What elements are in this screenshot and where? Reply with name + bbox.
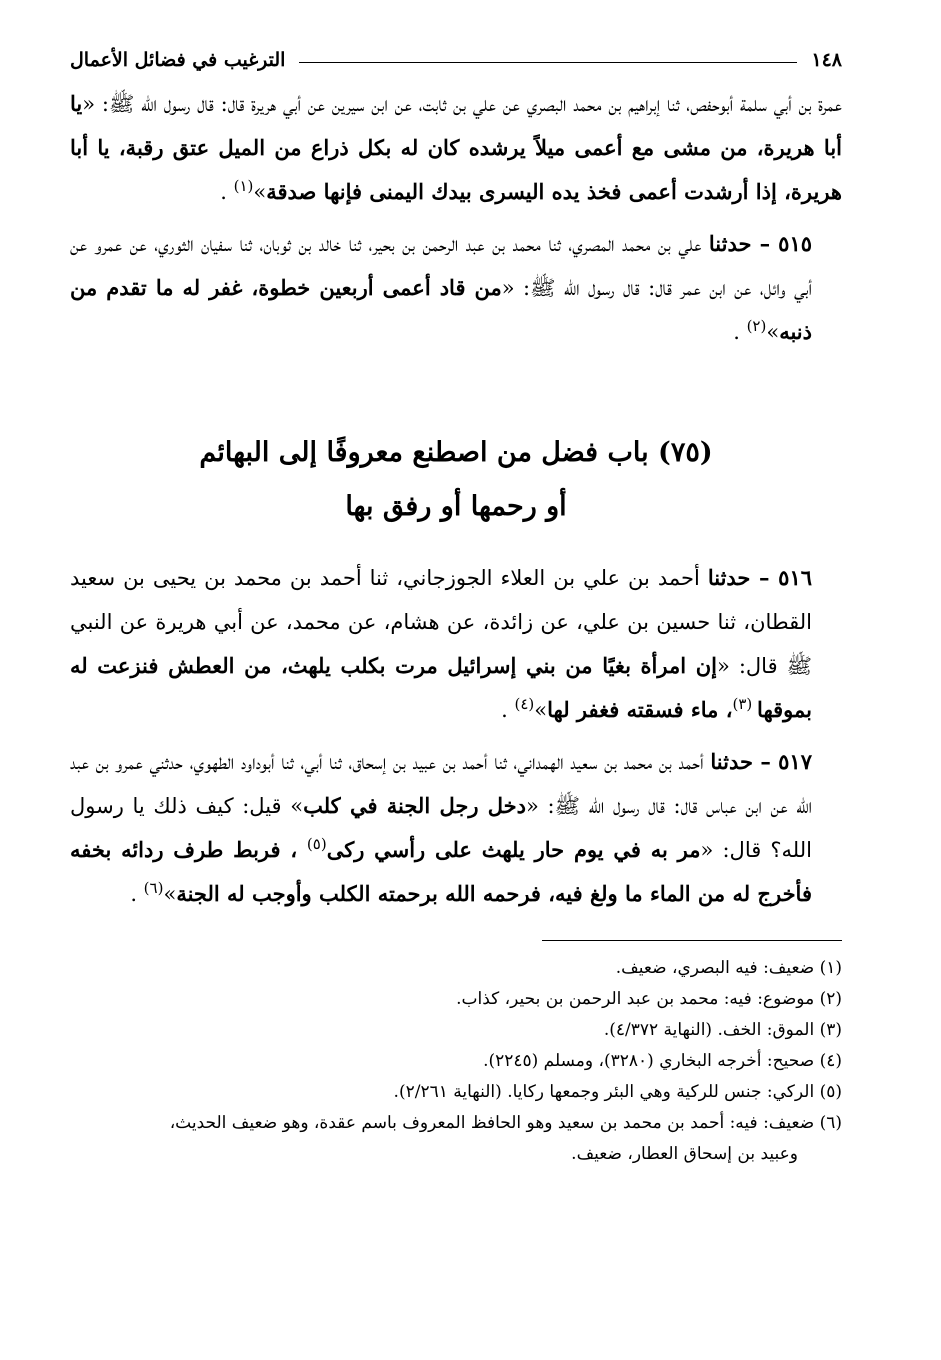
matn-text: ، ماء فسقته فغفر لها — [547, 697, 733, 722]
footnote-ref: (٢) — [746, 317, 767, 335]
footnote-ref: (٥) — [306, 835, 327, 853]
footnote-ref: (٣) — [732, 695, 758, 713]
running-header — [70, 44, 842, 76]
footnote-separator — [542, 940, 842, 941]
period: . — [501, 698, 515, 722]
book-title: الترغيب في فضائل الأعمال — [70, 49, 286, 71]
book-page — [70, 44, 842, 1170]
footnote-ref: (٤) — [514, 695, 535, 713]
footnote-ref: (١) — [233, 177, 254, 195]
matn-text: ، فربط طرف ردائه بخفه فأخرج له من الماء ما ولغ فيه، فرحمه الله برحمته الكلب وأوجب له الجنة — [70, 837, 812, 906]
hadith-514-continued — [70, 82, 842, 214]
footnote-ref: (٦) — [143, 879, 164, 897]
hadith-515 — [70, 222, 842, 354]
isnad-text: علي بن محمد المصري، ثنا محمد بن عبد الرحمن بن بحير، ثنا خالد بن ثوبان، ثنا سفيان الثوري، عن عمرو عن أبي وائل، عن ابن عمر قال: قال رسول الله ﷺ: « — [70, 232, 812, 300]
hadith-number: ٥١٦ – — [759, 565, 813, 590]
footnote-1: (١) ضعيف: فيه البصري، ضعيف. — [615, 958, 842, 978]
footnote-5: (٥) الركي: جنس للركية وهي البئر وجمعها ركايا. (النهاية ٢/٢٦١). — [393, 1082, 842, 1102]
chapter-title-line-1: (٧٥) باب فضل من اصطنع معروفًا إلى البهائم — [199, 437, 713, 468]
matn-text: من قاد أعمى أربعين خطوة، غفر له ما تقدم من ذنبه — [70, 275, 812, 344]
matn-text: يا أبا هريرة، من مشى مع أعمى ميلاً يرشده كان له بكل ذراع من الميل عتق رقبة، يا أبا هريرة، إذا أرشدت أعمى فخذ يده اليسرى بيدك اليمنى فإنها صدقة — [70, 91, 842, 204]
chapter-heading — [70, 426, 842, 534]
period: . — [220, 180, 234, 204]
quote-close: » — [253, 180, 267, 204]
footnote-6-continuation: وعبيد بن إسحاق العطار، ضعيف. — [571, 1144, 798, 1164]
haddathana: حدثنا — [707, 565, 760, 590]
footnotes — [70, 953, 842, 1170]
matn-text: إن امرأة بغيًا من بني إسرائيل مرت بكلب يلهث، من العطش فنزعت له بموقها — [70, 653, 812, 722]
hadith-516 — [70, 556, 842, 732]
haddathana: حدثنا — [708, 231, 760, 256]
header-rule — [299, 62, 797, 63]
period: . — [733, 320, 747, 344]
page-number: ١٤٨ — [811, 49, 842, 71]
matn-text: مر به في يوم حار يلهث على رأسي ركى — [326, 837, 701, 862]
haddathana: حدثنا — [710, 749, 761, 774]
chapter-title-line-2: أو رحمها أو رفق بها — [345, 491, 567, 522]
quote-close: » — [163, 882, 177, 906]
hadith-517 — [70, 740, 842, 916]
hadith-number: ٥١٧ – — [760, 749, 812, 774]
isnad-text: أحمد بن علي بن العلاء الجوزجاني، ثنا أحمد بن محمد بن يحيى بن سعيد القطان، ثنا حسين بن علي، عن زائدة، عن هشام، عن محمد، عن أبي هريرة عن النبي ﷺ قال: « — [70, 566, 812, 678]
isnad-text: أحمد بن محمد بن سعيد الهمداني، ثنا أحمد بن عبيد بن إسحاق، ثنا أبي، ثنا أبوداود الطهوي، حدثني عمرو بن عبد الله عن ابن عباس قال: قال رسول الله ﷺ: « — [70, 750, 813, 818]
hadith-number: ٥١٥ – — [759, 231, 813, 256]
narration-text: » قيل: كيف ذلك يا رسول الله؟ قال: « — [70, 794, 812, 862]
footnote-6: (٦) ضعيف: فيه: أحمد بن محمد بن سعيد وهو الحافظ المعروف باسم عقدة، وهو ضعيف الحديث، — [169, 1113, 842, 1133]
footnote-4: (٤) صحيح: أخرجه البخاري (٣٢٨٠)، ومسلم (٢٢٤٥). — [483, 1051, 842, 1071]
quote-close: » — [766, 320, 780, 344]
isnad-text: عمرة بن أبي سلمة أبوحفص، ثنا إبراهيم بن محمد البصري عن علي بن ثابت، عن ابن سيرين عن أبي هريرة قال: قال رسول الله ﷺ: « — [82, 92, 842, 116]
period: . — [130, 882, 144, 906]
footnote-3: (٣) الموق: الخف. (النهاية ٤/٣٧٢). — [603, 1020, 842, 1040]
matn-text: دخل رجل الجنة في كلب — [303, 793, 527, 818]
footnote-2: (٢) موضوع: فيه: محمد بن عبد الرحمن بن بحير، كذاب. — [456, 989, 842, 1009]
quote-close: » — [534, 698, 548, 722]
